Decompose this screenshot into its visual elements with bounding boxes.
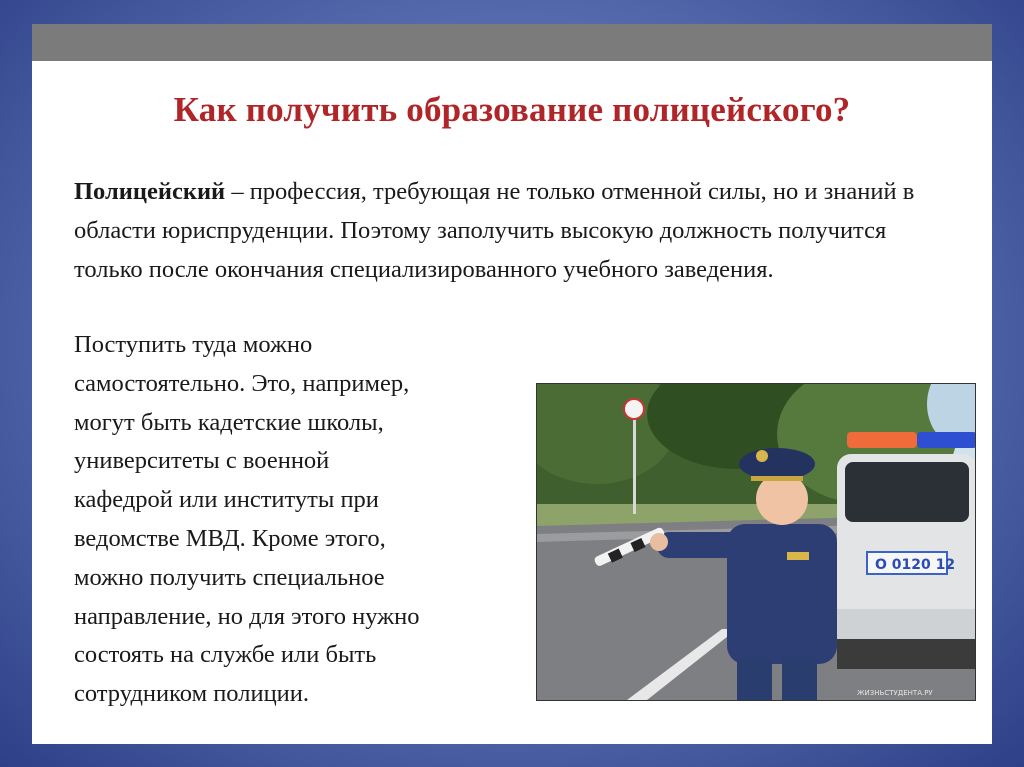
police-child-photo [536, 383, 976, 701]
admission-paragraph: Поступить туда можно самостоятельно. Это, например, могут быть кадетские школы, университеты с военной кафедрой или институты при ведомстве МВД. Кроме этого, можно получить специальное направление, но для этого нужно состоять на службе или быть сотрудником полиции. [74, 331, 420, 708]
slide-header-bar [32, 24, 992, 61]
intro-paragraph [74, 172, 934, 289]
photo-watermark: ЖИЗНЬСТУДЕНТА.РУ [857, 689, 933, 697]
slide-title: Как получить образование полицейского? [173, 90, 851, 129]
photo-illustration [537, 384, 975, 700]
intro-text: – профессия, требующая не только отменной силы, но и знаний в области юриспруденции. Поэтому заполучить высокую должность получится только после окончания специализированного учебного заведения. [74, 178, 915, 283]
license-plate-text: О 0120 12 [875, 557, 956, 573]
intro-term: Полицейский [74, 178, 226, 205]
slide [32, 24, 992, 744]
